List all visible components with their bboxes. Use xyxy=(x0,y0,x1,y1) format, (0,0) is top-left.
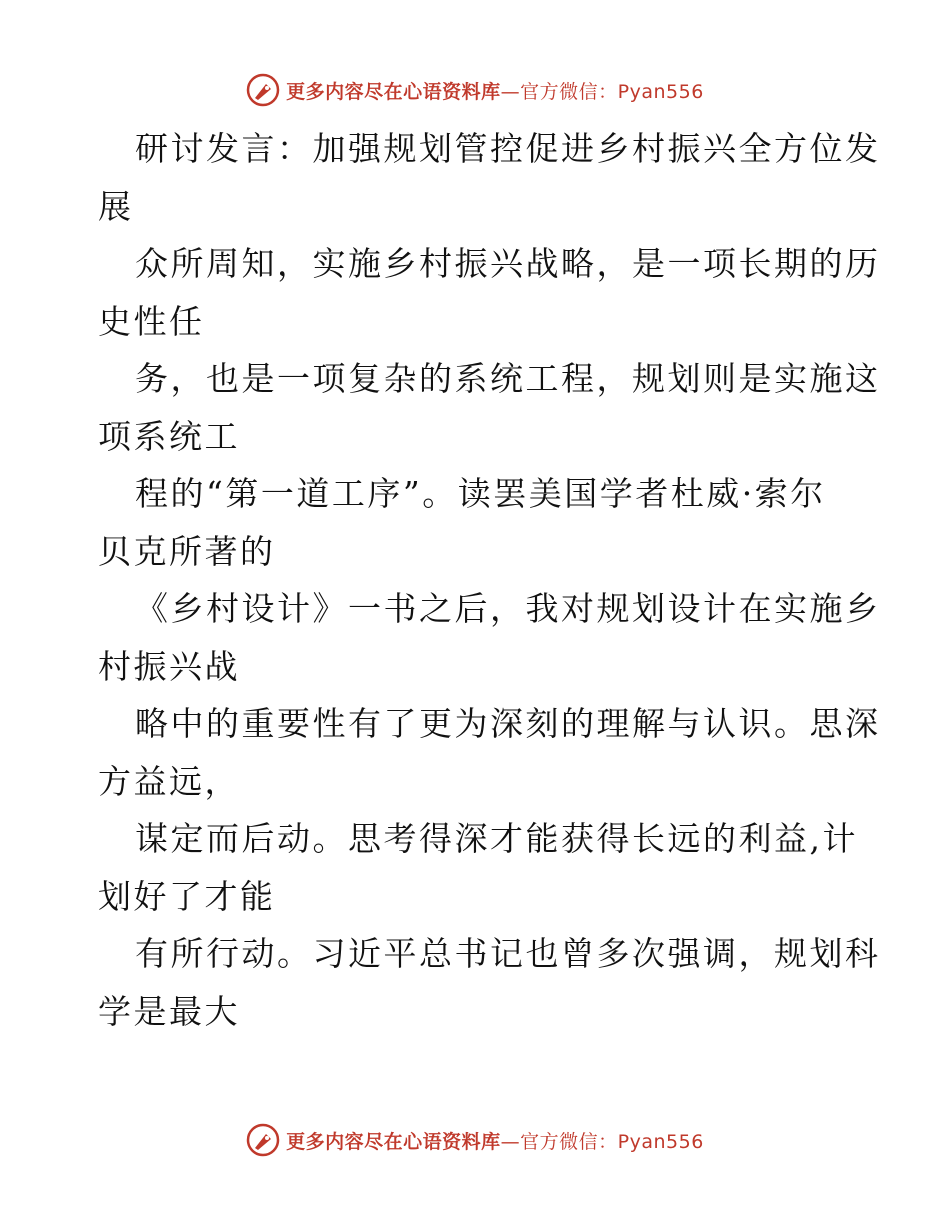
text-line: 划好了才能 xyxy=(98,876,276,916)
document-body xyxy=(98,120,881,1040)
text-line: 略中的重要性有了更为深刻的理解与认识。思深 xyxy=(135,704,881,743)
text-line: 项系统工 xyxy=(98,416,240,456)
banner-separator: — xyxy=(500,80,521,103)
text-line: 《乡村设计》一书之后，我对规划设计在实施乡 xyxy=(135,589,881,628)
text-line: 谋定而后动。思考得深才能获得长远的利益,计 xyxy=(135,819,858,858)
text-line: 村振兴战 xyxy=(98,646,240,686)
text-line: 众所周知，实施乡村振兴战略，是一项长期的历 xyxy=(135,244,881,283)
text-line: 务，也是一项复杂的系统工程，规划则是实施这 xyxy=(135,359,881,398)
text-line: 学是最大 xyxy=(98,991,240,1031)
footer-banner xyxy=(0,1120,950,1160)
text-line: 程的“第一道工序”。读罢美国学者杜威·索尔 xyxy=(135,474,826,513)
header-banner xyxy=(0,70,950,110)
banner-main-text: 更多内容尽在心语资料库 xyxy=(286,80,501,103)
text-line: 史性任 xyxy=(98,301,205,341)
banner-wechat-text: 官方微信：Pyan556 xyxy=(520,80,704,103)
banner-separator: — xyxy=(500,1130,521,1153)
document-title-line: 研讨发言：加强规划管控促进乡村振兴全方位发 xyxy=(135,129,881,168)
banner-text xyxy=(286,77,704,104)
banner-wechat-text: 官方微信：Pyan556 xyxy=(520,1130,704,1153)
text-line: 贝克所著的 xyxy=(98,531,276,571)
pen-nib-logo-icon xyxy=(246,73,280,107)
text-line: 方益远， xyxy=(98,761,240,801)
banner-main-text: 更多内容尽在心语资料库 xyxy=(286,1130,501,1153)
text-line: 展 xyxy=(98,186,134,226)
text-line: 有所行动。习近平总书记也曾多次强调，规划科 xyxy=(135,934,881,973)
banner-text xyxy=(286,1127,704,1154)
pen-nib-logo-icon xyxy=(246,1123,280,1157)
